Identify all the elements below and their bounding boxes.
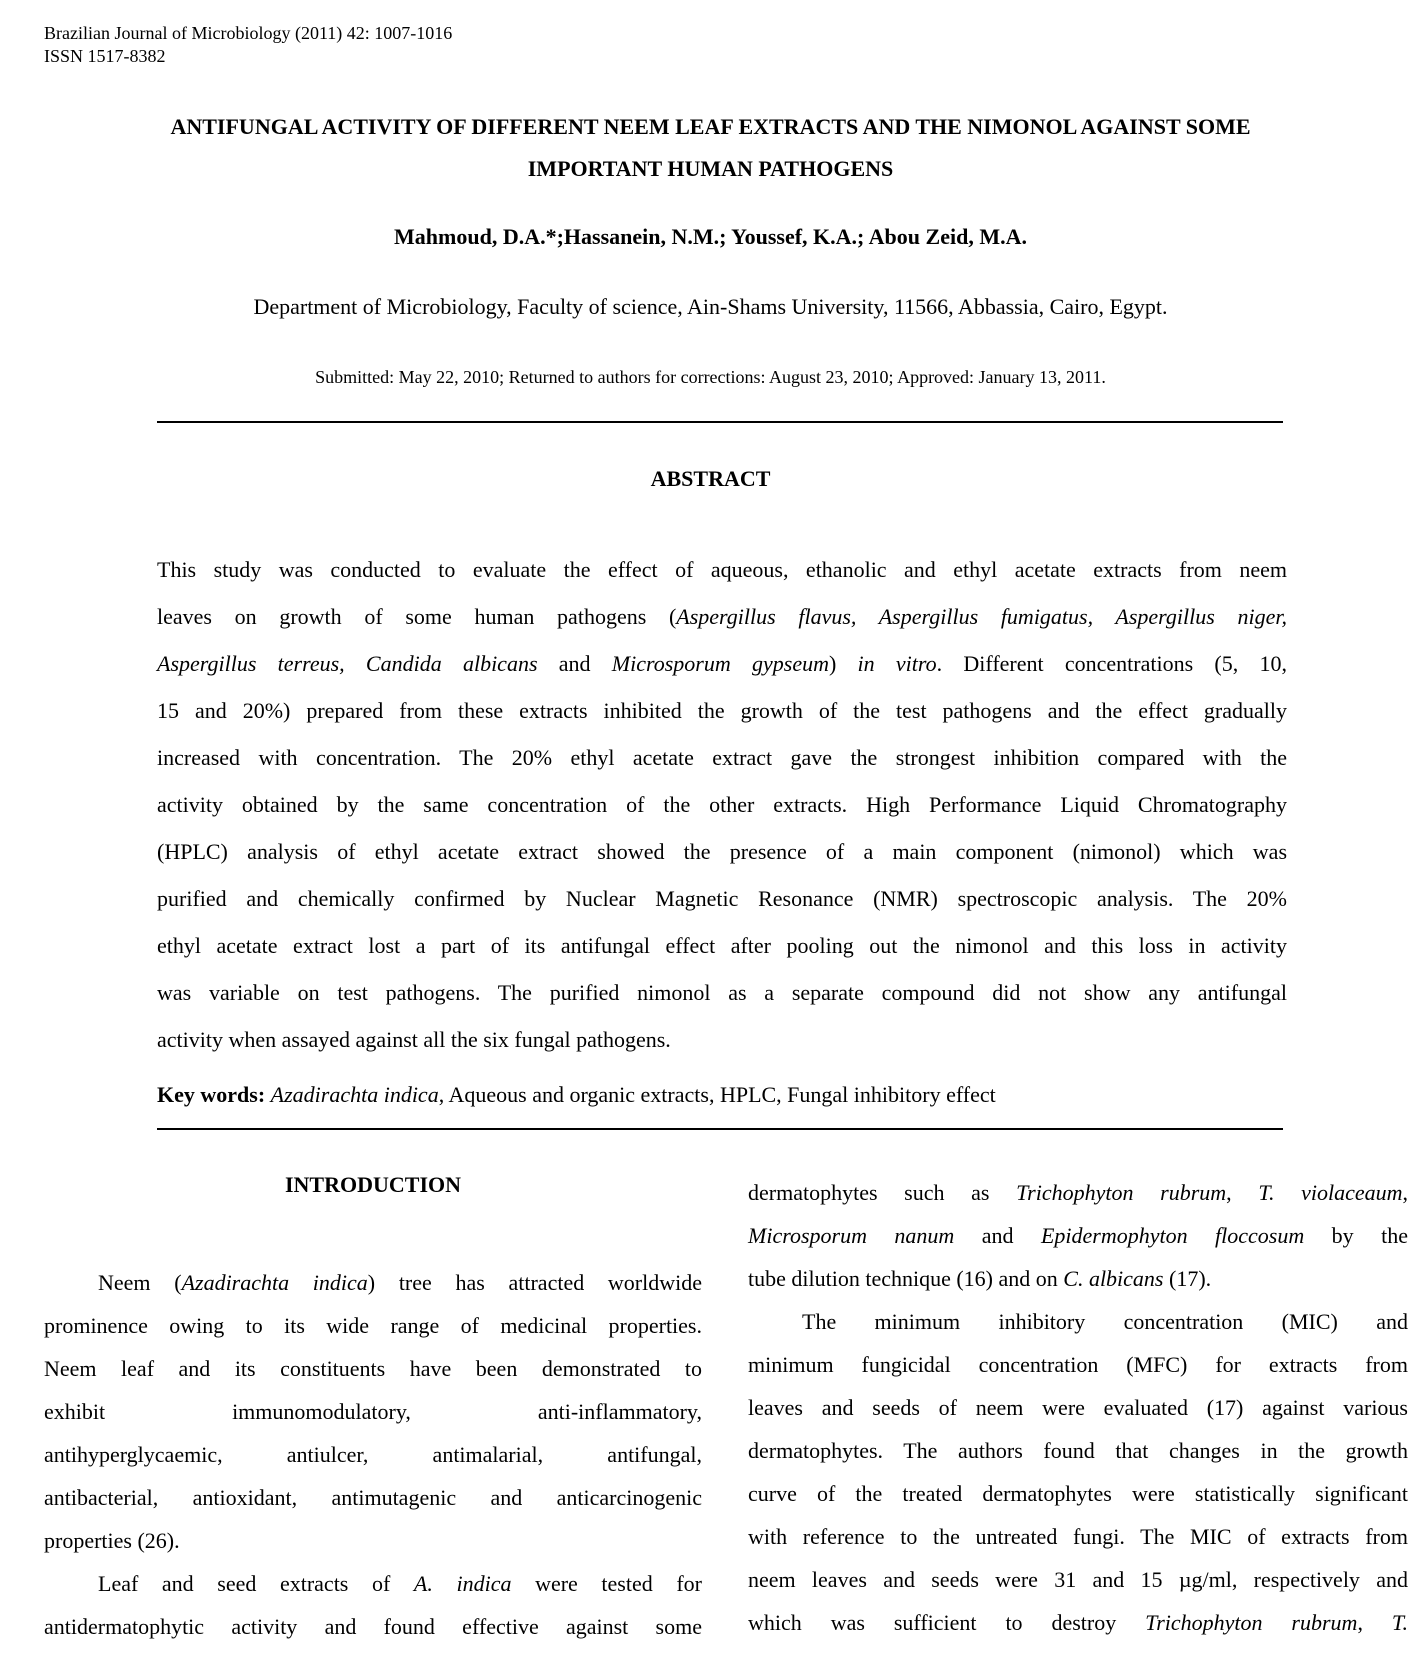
- abstract-line: increased with concentration. The 20% ethyl acetate extract gave the strongest inhibition compared with the: [157, 745, 1287, 770]
- text-line: minimum fungicidal concentration (MFC) for extracts from: [748, 1352, 1408, 1377]
- abstract-line: leaves on growth of some human pathogens (Aspergillus flavus, Aspergillus fumigatus, Aspergillus niger,: [157, 604, 1287, 629]
- abstract-line: This study was conducted to evaluate the effect of aqueous, ethanolic and ethyl acetate extracts from neem: [157, 557, 1287, 582]
- authors-line: Mahmoud, D.A.*;Hassanein, N.M.; Youssef, K.A.; Abou Zeid, M.A.: [394, 224, 1027, 249]
- intro-column-left: [44, 1171, 702, 1648]
- section-divider-top: [157, 421, 1283, 423]
- abstract-line: activity when assayed against all the six fungal pathogens.: [157, 1027, 671, 1052]
- abstract-line: activity obtained by the same concentration of the other extracts. High Performance Liquid Chromatography: [157, 792, 1287, 817]
- text-line: Neem leaf and its constituents have been demonstrated to: [44, 1356, 702, 1381]
- body-columns: [44, 1171, 1408, 1648]
- abstract-line: ethyl acetate extract lost a part of its antifungal effect after pooling out the nimonol and this loss in activity: [157, 933, 1287, 958]
- text-line: tube dilution technique (16) and on C. albicans (17).: [748, 1266, 1212, 1291]
- text-line: with reference to the untreated fungi. The MIC of extracts from: [748, 1524, 1408, 1549]
- journal-citation: Brazilian Journal of Microbiology (2011) 42: 1007-1016: [44, 23, 453, 43]
- abstract-text: [157, 546, 1287, 1063]
- paper-title-line-1: ANTIFUNGAL ACTIVITY OF DIFFERENT NEEM LEAF EXTRACTS AND THE NIMONOL AGAINST SOME: [170, 114, 1251, 139]
- text-line: leaves and seeds of neem were evaluated (17) against various: [748, 1395, 1408, 1420]
- text-line: dermatophytes. The authors found that changes in the growth: [748, 1438, 1408, 1463]
- text-line: dermatophytes such as Trichophyton rubrum, T. violaceaum,: [748, 1180, 1409, 1205]
- abstract-line: (HPLC) analysis of ethyl acetate extract showed the presence of a main component (nimonol) which was: [157, 839, 1287, 864]
- paper-title: [0, 106, 1421, 190]
- text-line: antihyperglycaemic, antiulcer, antimalarial, antifungal,: [44, 1442, 702, 1467]
- text-line: curve of the treated dermatophytes were statistically significant: [748, 1481, 1408, 1506]
- journal-issn: ISSN 1517-8382: [44, 46, 166, 66]
- abstract-line: 15 and 20%) prepared from these extracts inhibited the growth of the test pathogens and the effect gradually: [157, 698, 1287, 723]
- text-line: exhibit immunomodulatory, anti-inflammatory,: [44, 1399, 702, 1424]
- text-line: properties (26).: [44, 1528, 180, 1553]
- abstract-heading: ABSTRACT: [650, 466, 771, 491]
- text-line: Microsporum nanum and Epidermophyton floccosum by the: [748, 1223, 1408, 1248]
- keywords-line: Key words: Azadirachta indica, Aqueous and organic extracts, HPLC, Fungal inhibitory effect: [157, 1082, 996, 1107]
- text-line: which was sufficient to destroy Trichophyton rubrum, T.: [748, 1610, 1408, 1635]
- paper-title-line-2: IMPORTANT HUMAN PATHOGENS: [527, 156, 894, 181]
- submission-dates: Submitted: May 22, 2010; Returned to authors for corrections: August 23, 2010; Approved: January 13, 2011.: [315, 367, 1106, 387]
- journal-header: [44, 0, 1421, 68]
- text-line: Leaf and seed extracts of A. indica were tested for: [98, 1571, 702, 1596]
- abstract-line: purified and chemically confirmed by Nuclear Magnetic Resonance (NMR) spectroscopic analysis. The 20%: [157, 886, 1287, 911]
- text-line: Neem (Azadirachta indica) tree has attracted worldwide: [98, 1270, 703, 1295]
- section-divider-bottom: [157, 1128, 1283, 1130]
- affiliation-line: Department of Microbiology, Faculty of science, Ain-Shams University, 11566, Abbassia, Cairo, Egypt.: [253, 294, 1168, 319]
- text-line: The minimum inhibitory concentration (MIC) and: [802, 1309, 1408, 1334]
- intro-column-right: [748, 1171, 1408, 1648]
- introduction-heading: INTRODUCTION: [284, 1172, 462, 1197]
- abstract-line: was variable on test pathogens. The purified nimonol as a separate compound did not show any antifungal: [157, 980, 1287, 1005]
- abstract-line: Aspergillus terreus, Candida albicans and Microsporum gypseum) in vitro. Different concentrations (5, 10,: [157, 651, 1287, 676]
- text-line: antidermatophytic activity and found effective against some: [44, 1614, 702, 1639]
- text-line: prominence owing to its wide range of medicinal properties.: [44, 1313, 702, 1338]
- text-line: antibacterial, antioxidant, antimutagenic and anticarcinogenic: [44, 1485, 702, 1510]
- text-line: neem leaves and seeds were 31 and 15 µg/ml, respectively and: [748, 1567, 1408, 1592]
